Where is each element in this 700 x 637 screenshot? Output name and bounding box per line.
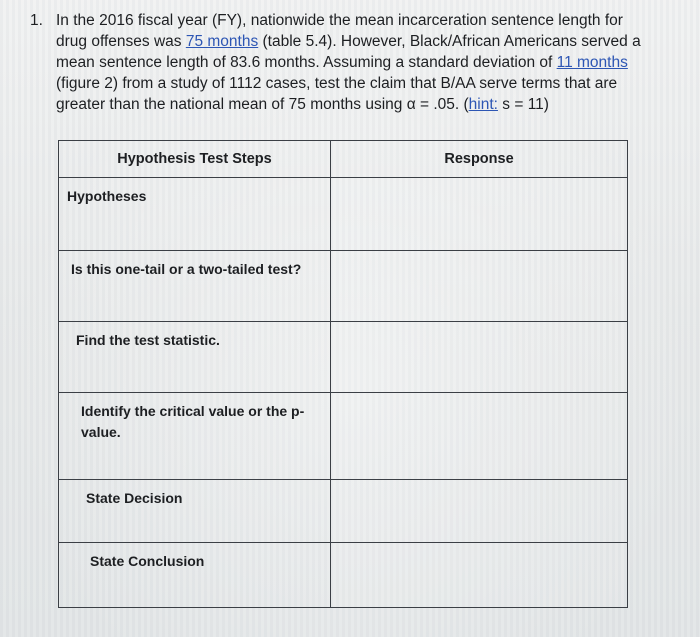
step-cell [59, 251, 331, 322]
table-header-row [59, 141, 628, 178]
response-cell[interactable] [331, 322, 628, 393]
response-cell[interactable] [331, 480, 628, 543]
table-row [59, 393, 628, 480]
step-label: State Conclusion [90, 553, 205, 569]
step-cell [59, 393, 331, 480]
step-cell [59, 543, 331, 608]
table-row [59, 322, 628, 393]
question-number: 1. [30, 12, 43, 29]
step-cell [59, 322, 331, 393]
response-cell[interactable] [331, 543, 628, 608]
header-response: Response [331, 141, 628, 178]
step-cell [59, 178, 331, 251]
figure-reference-link[interactable]: 11 months [556, 54, 628, 71]
table-row [59, 178, 628, 251]
table-row [59, 251, 628, 322]
question-text [30, 10, 670, 115]
question-line-1: 1. In the 2016 fiscal year (FY), nationwide the mean incarceration sentence length for [30, 12, 623, 29]
question-line-4: (figure 2) from a study of 1112 cases, test the claim that B/AA serve terms that are [56, 75, 618, 92]
question-line-2: drug offenses was 75 months (table 5.4). However, Black/African Americans served a [56, 33, 641, 50]
table-row [59, 480, 628, 543]
table-reference-link[interactable]: 75 months [185, 33, 259, 50]
hint-label: hint: [468, 96, 498, 113]
step-label: Find the test statistic. [76, 332, 220, 348]
response-cell[interactable] [331, 393, 628, 480]
question-line-3: mean sentence length of 83.6 months. Assuming a standard deviation of 11 months [56, 54, 628, 71]
step-label: Is this one-tail or a two-tailed test? [71, 261, 302, 277]
response-cell[interactable] [331, 251, 628, 322]
response-cell[interactable] [331, 178, 628, 251]
hypothesis-test-table [58, 140, 628, 608]
step-label: Identify the critical value or the p-value. [81, 403, 305, 440]
question-line-5: greater than the national mean of 75 months using α = .05. (hint: s = 11) [56, 96, 549, 113]
header-hypothesis-test-steps: Hypothesis Test Steps [59, 141, 331, 178]
step-label: State Decision [86, 490, 183, 506]
table-row [59, 543, 628, 608]
step-cell [59, 480, 331, 543]
step-label: Hypotheses [67, 188, 147, 204]
